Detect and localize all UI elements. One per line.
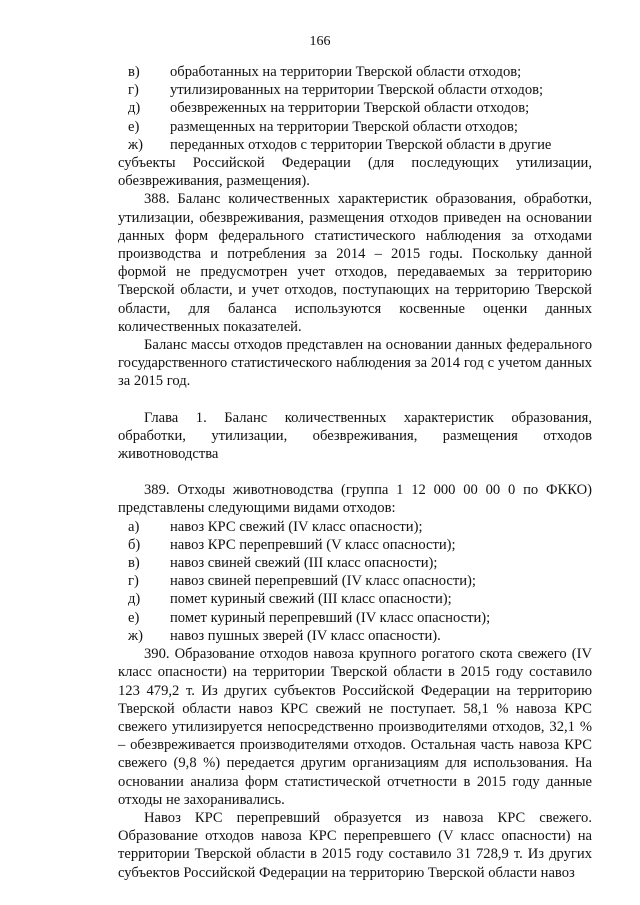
list-item	[118, 518, 592, 536]
list-item	[118, 81, 592, 99]
list-text: навоз свиней свежий (III класс опасности);	[170, 555, 438, 572]
page-content	[118, 63, 592, 882]
list-item-continuation: субъекты Российской Федерации (для последующих утилизации, обезвреживания, размещения).	[118, 155, 592, 190]
list-marker: е)	[128, 118, 140, 135]
list-marker: г)	[128, 82, 139, 99]
list-text: помет куриный перепревший (IV класс опасности);	[170, 609, 491, 626]
list-marker: г)	[128, 573, 139, 590]
paragraph-389: 389. Отходы животноводства (группа 1 12 000 00 00 0 по ФККО) представлены следующими видами отходов:	[118, 482, 592, 517]
list-item	[118, 99, 592, 117]
list-marker: ж)	[128, 136, 143, 153]
list-item	[118, 118, 592, 136]
list-text: помет куриный свежий (III класс опасности);	[170, 591, 452, 608]
list-item	[118, 590, 592, 608]
list-item	[118, 136, 592, 154]
list-text: обезвреженных на территории Тверской области отходов;	[170, 100, 530, 117]
list-marker: д)	[128, 591, 141, 608]
list-marker: в)	[128, 64, 140, 80]
paragraph-390: 390. Образование отходов навоза крупного рогатого скота свежего (IV класс опасности) на территории Тверской области в 2015 году составило 123 479,2 т. Из других субъектов Российской Федерации на территорию Тверской области навоз КРС свежий не поступает. 58,1 % навоза КРС свежего утилизируется непосредственно производителями отходов, 32,1 % – обезвреживается производителями отходов. Остальная часть навоза КРС свежего (9,8 %) передается другим организациям для использования. На основании анализа форм статистической отчетности в 2015 году данные отходы не захоранивались.	[118, 646, 592, 808]
list-marker: д)	[128, 100, 141, 117]
list-marker: б)	[128, 536, 141, 553]
paragraph-388: 388. Баланс количественных характеристик образования, обработки, утилизации, обезвреживания, размещения отходов приведен на основании данных форм федерального статистического наблюдения за отходами производства и потребления за 2014 – 2015 годы. Поскольку данной формой не предусмотрен учет отходов, передаваемых за территорию Тверской области, и учет отходов, поступающих на территорию Тверской области, для баланса используются косвенные оценки данных количественных показателей.	[118, 191, 592, 335]
paragraph-balance: Баланс массы отходов представлен на основании данных федерального государственного статистического наблюдения за 2014 год с учетом данных за 2015 год.	[118, 337, 592, 390]
list-item	[118, 63, 592, 81]
list-marker: е)	[128, 609, 140, 626]
list-text: переданных отходов с территории Тверской области в другие	[170, 136, 552, 153]
list-text: обработанных на территории Тверской области отходов;	[170, 64, 522, 80]
list-text: навоз КРС перепревший (V класс опасности);	[170, 536, 456, 553]
chapter-heading: Глава 1. Баланс количественных характеристик образования, обработки, утилизации, обезвреживания, размещения отходов животноводства	[118, 409, 592, 463]
list-item	[118, 609, 592, 627]
list-text: навоз свиней перепревший (IV класс опасности);	[170, 573, 476, 590]
list-item	[118, 572, 592, 590]
list-item	[118, 536, 592, 554]
list-item	[118, 554, 592, 572]
list-item	[118, 627, 592, 645]
list-text: размещенных на территории Тверской области отходов;	[170, 118, 518, 135]
paragraph-manure: Навоз КРС перепревший образуется из навоза КРС свежего. Образование отходов навоза КРС перепревшего (V класс опасности) на территории Тверской области в 2015 году составило 31 728,9 т. Из других субъектов Российской Федерации на территорию Тверской области навоз	[118, 809, 592, 881]
list-marker: а)	[128, 518, 140, 535]
list-marker: в)	[128, 555, 140, 572]
list-text: навоз пушных зверей (IV класс опасности).	[170, 627, 441, 644]
list-text: утилизированных на территории Тверской области отходов;	[170, 82, 544, 99]
list-marker: ж)	[128, 627, 143, 644]
list-text: навоз КРС свежий (IV класс опасности);	[170, 518, 423, 535]
page-number: 166	[309, 34, 331, 49]
